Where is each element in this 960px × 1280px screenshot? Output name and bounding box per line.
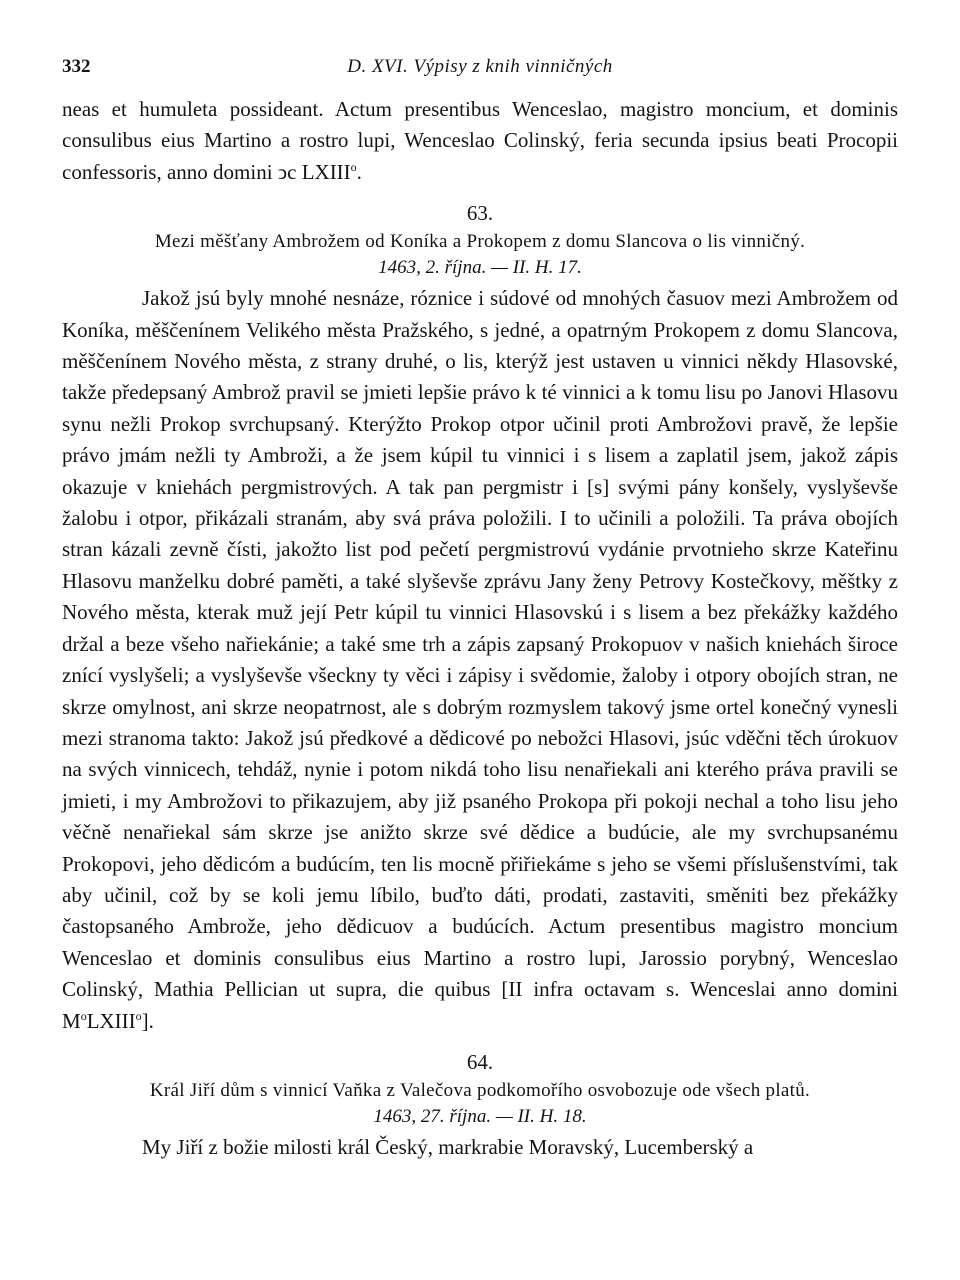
entry-date-63: 1463, 2. října. — II. H. 17.	[378, 257, 582, 279]
superscript: o	[135, 1008, 142, 1023]
continuation-text: neas et humuleta possideant. Actum presentibus Wenceslao, magistro moncium, et dominis consulibus eius Martino a rostro lupi, Wenceslao Colinský, feria secunda ipsius beati Procopii confessoris, anno domini ↄc LXIII	[62, 97, 898, 184]
running-head	[62, 56, 898, 86]
entry-text-64: My Jiří z božie milosti král Český, markrabie Moravský, Lucemberský a	[142, 1134, 754, 1159]
entry-number-64: 64.	[466, 1049, 494, 1074]
entry-date-64: 1463, 27. října. — II. H. 18.	[373, 1105, 587, 1127]
entry-text-63-tail: ].	[141, 1008, 154, 1033]
entry-summary-64: Král Jiří dům s vinnicí Vaňka z Valečova podkomořího osvobozuje ode všech platů.	[149, 1079, 811, 1101]
page-number: 332	[62, 56, 91, 77]
continuation-tail: .	[356, 159, 362, 184]
entry-summary-63: Mezi měšťany Ambrožem od Koníka a Prokopem z domu Slancova o lis vinničný.	[154, 231, 806, 253]
running-title: D. XVI. Výpisy z knih vinničných	[347, 56, 613, 77]
entry-text-63-main: Jakož jsú byly mnohé nesnáze, róznice i súdové od mnohých časuov mezi Ambrožem od Koníka, měščenínem Velikého města Pražského, s jedné, a opatrným Prokopem z domu Slancova, měščenínem Nového města, z strany druhé, o lis, kterýž jest ustaven u vinnici někdy Hlasovské, takže předepsaný Ambrož pravil se jmieti lepšie právo k té vinnici a k tomu lisu po Janovi Hlasovu synu nežli Prokop svrchupsaný. Kterýžto Prokop otpor učinil proti Ambrožovi pravě, že lepšie právo jmám nežli ty Ambroži, a že jsem kúpil tu vinnici i s lisem a zaplatil jsem, jakož zápis okazuje v kniehách pergmistrových. A tak pan pergmistr i [s] svými pány konšely, vyslyševše žalobu i otpor, přikázali stranám, aby svá práva položili. I to učinili a položili. Ta práva obojích stran kázali zevně čísti, jakožto list pod pečetí pergmistrovú vydánie prvotnieho skrze Kateřinu Hlasovu manželku dobré paměti, a také slyševše zprávu Jany ženy Petrovy Kostečkovy, měštky z Nového města, kterak muž její Petr kúpil tu vinnici Hlasovskú i s lisem a bez překážky každého držal a beze všeho nařiekánie; a také sme trh a zápis zapsaný Prokopuov v našich kniehách široce znící vyslyšeli; a vyslyševše všeckny ty věci i zápisy i svědomie, žaloby i otpory obojích stran, ne skrze omylnost, ani skrze neopatrnost, ale s dobrým rozmyslem takový jsme ortel konečný vynesli mezi stranoma takto: Jakož jsú předkové a dědicové po nebožci Hlasovi, jsúc vděčni těch úrokuov na svých vinnicech, tehdáž, nynie i potom nikdá toho lisu nenařiekali ani kterého práva pravili se jmieti, i my Ambrožovi to přikazujem, aby již psaného Prokopa při pokoji nechal a toho lisu jeho věčně nenařiekal sám skrze jse anižto skrze své dědice a budúcie, ale my svrchupsanému Prokopovi, jeho dědicóm a budúcím, ten lis mocně přiřiekáme s jeho se všemi příslušenstvími, tak aby učinil, což by se koli jemu líbilo, buďto dáti, prodati, zastaviti, směniti bez překážky častopsaného Ambrože, jeho dědicuov a budúcích. Actum presentibus magistro moncium Wenceslao et dominis consulibus eius Martino a rostro lupi, Jarossio porybný, Wenceslao Colinský, Mathia Pellician ut supra, die quibus [II infra octavam s. Wenceslai anno domini M	[62, 286, 898, 1033]
entry-number-63: 63.	[466, 201, 494, 226]
entry-text-63-mid: LXIII	[86, 1008, 136, 1033]
continuation-paragraph	[62, 94, 898, 188]
entry-text-63	[62, 283, 898, 1037]
superscript: o	[80, 1008, 87, 1023]
document-page	[62, 56, 898, 1163]
superscript: o	[350, 159, 357, 174]
